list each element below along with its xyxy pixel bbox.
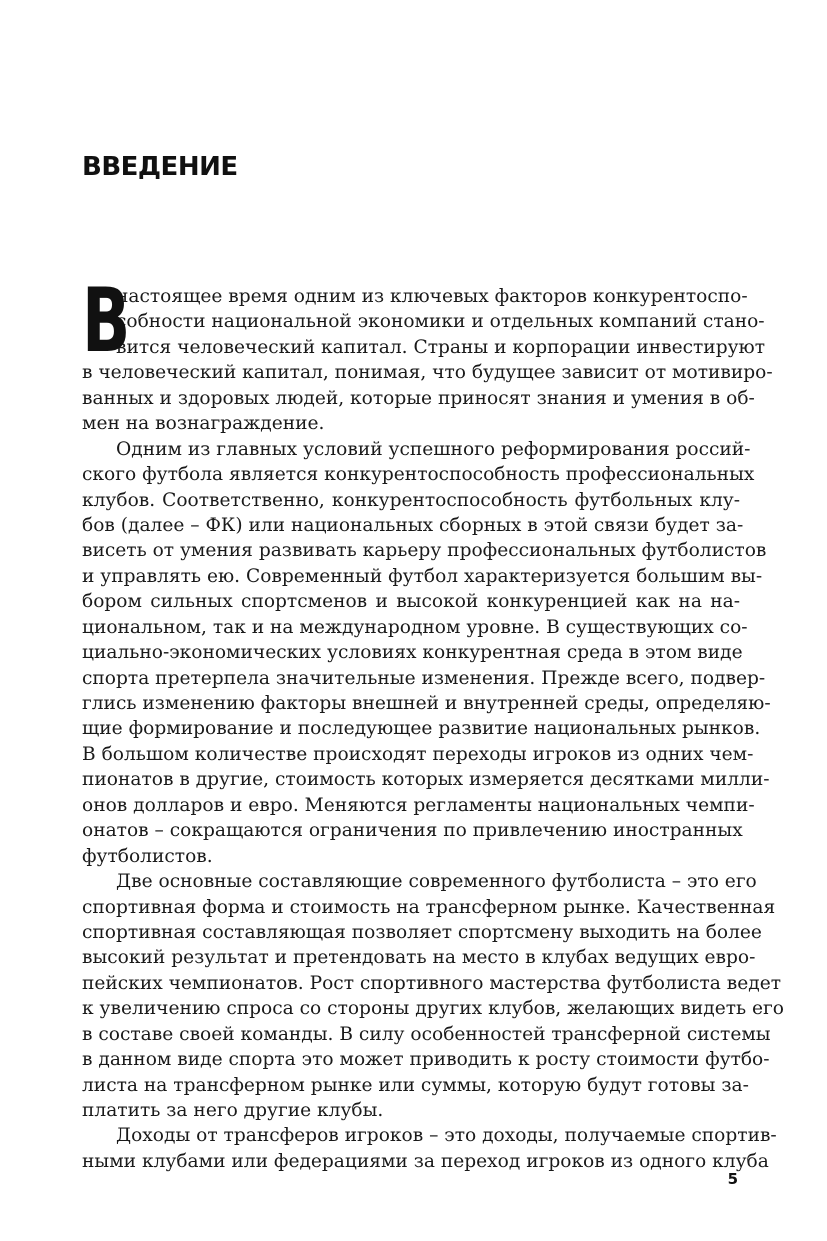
text-line: в составе своей команды. В силу особенностей трансферной системы xyxy=(82,1023,771,1045)
text-line: висеть от умения развивать карьеру профессиональных футболистов xyxy=(82,540,767,562)
text-line: Одним из главных условий успешного реформирования россий- xyxy=(116,438,751,460)
text-line: пейских чемпионатов. Рост спортивного мастерства футболиста ведет xyxy=(82,972,781,994)
paragraph xyxy=(82,269,773,437)
text-line: пионатов в другие, стоимость которых измеряется десятками милли- xyxy=(82,769,770,791)
drop-cap: В xyxy=(82,269,131,372)
page-number: 5 xyxy=(727,1170,738,1188)
text-line: настоящее время одним из ключевых факторов конкурентоспо- xyxy=(116,286,748,307)
text-line: в человеческий капитал, понимая, что будущее зависит от мотивиро- xyxy=(82,362,773,384)
text-line: листа на трансферном рынке или суммы, которую будут готовы за- xyxy=(82,1074,749,1096)
text-line: платить за него другие клубы. xyxy=(82,1100,384,1121)
text-line: спортивная форма и стоимость на трансферном рынке. Качественная xyxy=(82,896,776,918)
text-line: онов долларов и евро. Меняются регламенты национальных чемпи- xyxy=(82,794,755,816)
text-line: высокий результат и претендовать на место в клубах ведущих евро- xyxy=(82,947,756,969)
paragraph xyxy=(82,1123,777,1174)
text-line: мен на вознаграждение. xyxy=(82,413,325,435)
body-text xyxy=(82,269,784,1174)
text-line: Две основные составляющие современного футболиста – это его xyxy=(116,871,757,893)
text-line: спортивная составляющая позволяет спортсмену выходить на более xyxy=(82,921,762,943)
text-line: в данном виде спорта это может приводить к росту стоимости футбо- xyxy=(82,1049,770,1071)
text-line: бором сильных спортсменов и высокой конкуренцией как на на- xyxy=(82,591,740,613)
text-line: В большом количестве происходят переходы игроков из одних чем- xyxy=(82,743,754,765)
text-line: клубов. Соответственно, конкурентоспособность футбольных клу- xyxy=(82,489,740,511)
text-line: вится человеческий капитал. Страны и корпорации инвестируют xyxy=(116,336,766,358)
text-line: к увеличению спроса со стороны других клубов, желающих видеть его xyxy=(82,998,784,1020)
text-line: спорта претерпела значительные изменения. Прежде всего, подвер- xyxy=(82,667,766,689)
paragraph xyxy=(82,869,784,1123)
text-line: щие формирование и последующее развитие национальных рынков. xyxy=(82,718,761,740)
text-line: и управлять ею. Современный футбол характеризуется большим вы- xyxy=(82,565,763,587)
text-line: футболистов. xyxy=(82,845,213,867)
text-line: глись изменению факторы внешней и внутренней среды, определяю- xyxy=(82,693,771,714)
text-line: онатов – сокращаются ограничения по привлечению иностранных xyxy=(82,820,743,842)
text-line: циально-экономических условиях конкурентная среда в этом виде xyxy=(82,642,743,664)
text-line: бов (далее – ФК) или национальных сборных в этой связи будет за- xyxy=(82,514,744,536)
text-line: ванных и здоровых людей, которые приносят знания и умения в об- xyxy=(82,387,755,409)
text-line: собности национальной экономики и отдельных компаний стано- xyxy=(116,311,765,333)
text-line: Доходы от трансферов игроков – это доходы, получаемые спортив- xyxy=(116,1125,777,1147)
chapter-heading: ВВЕДЕНИЕ xyxy=(82,152,238,182)
text-line: циональном, так и на международном уровне. В существующих со- xyxy=(82,616,748,638)
text-line: ными клубами или федерациями за переход игроков из одного клуба xyxy=(82,1150,769,1172)
paragraph xyxy=(82,437,771,869)
text-line: ского футбола является конкурентоспособность профессиональных xyxy=(82,464,755,486)
